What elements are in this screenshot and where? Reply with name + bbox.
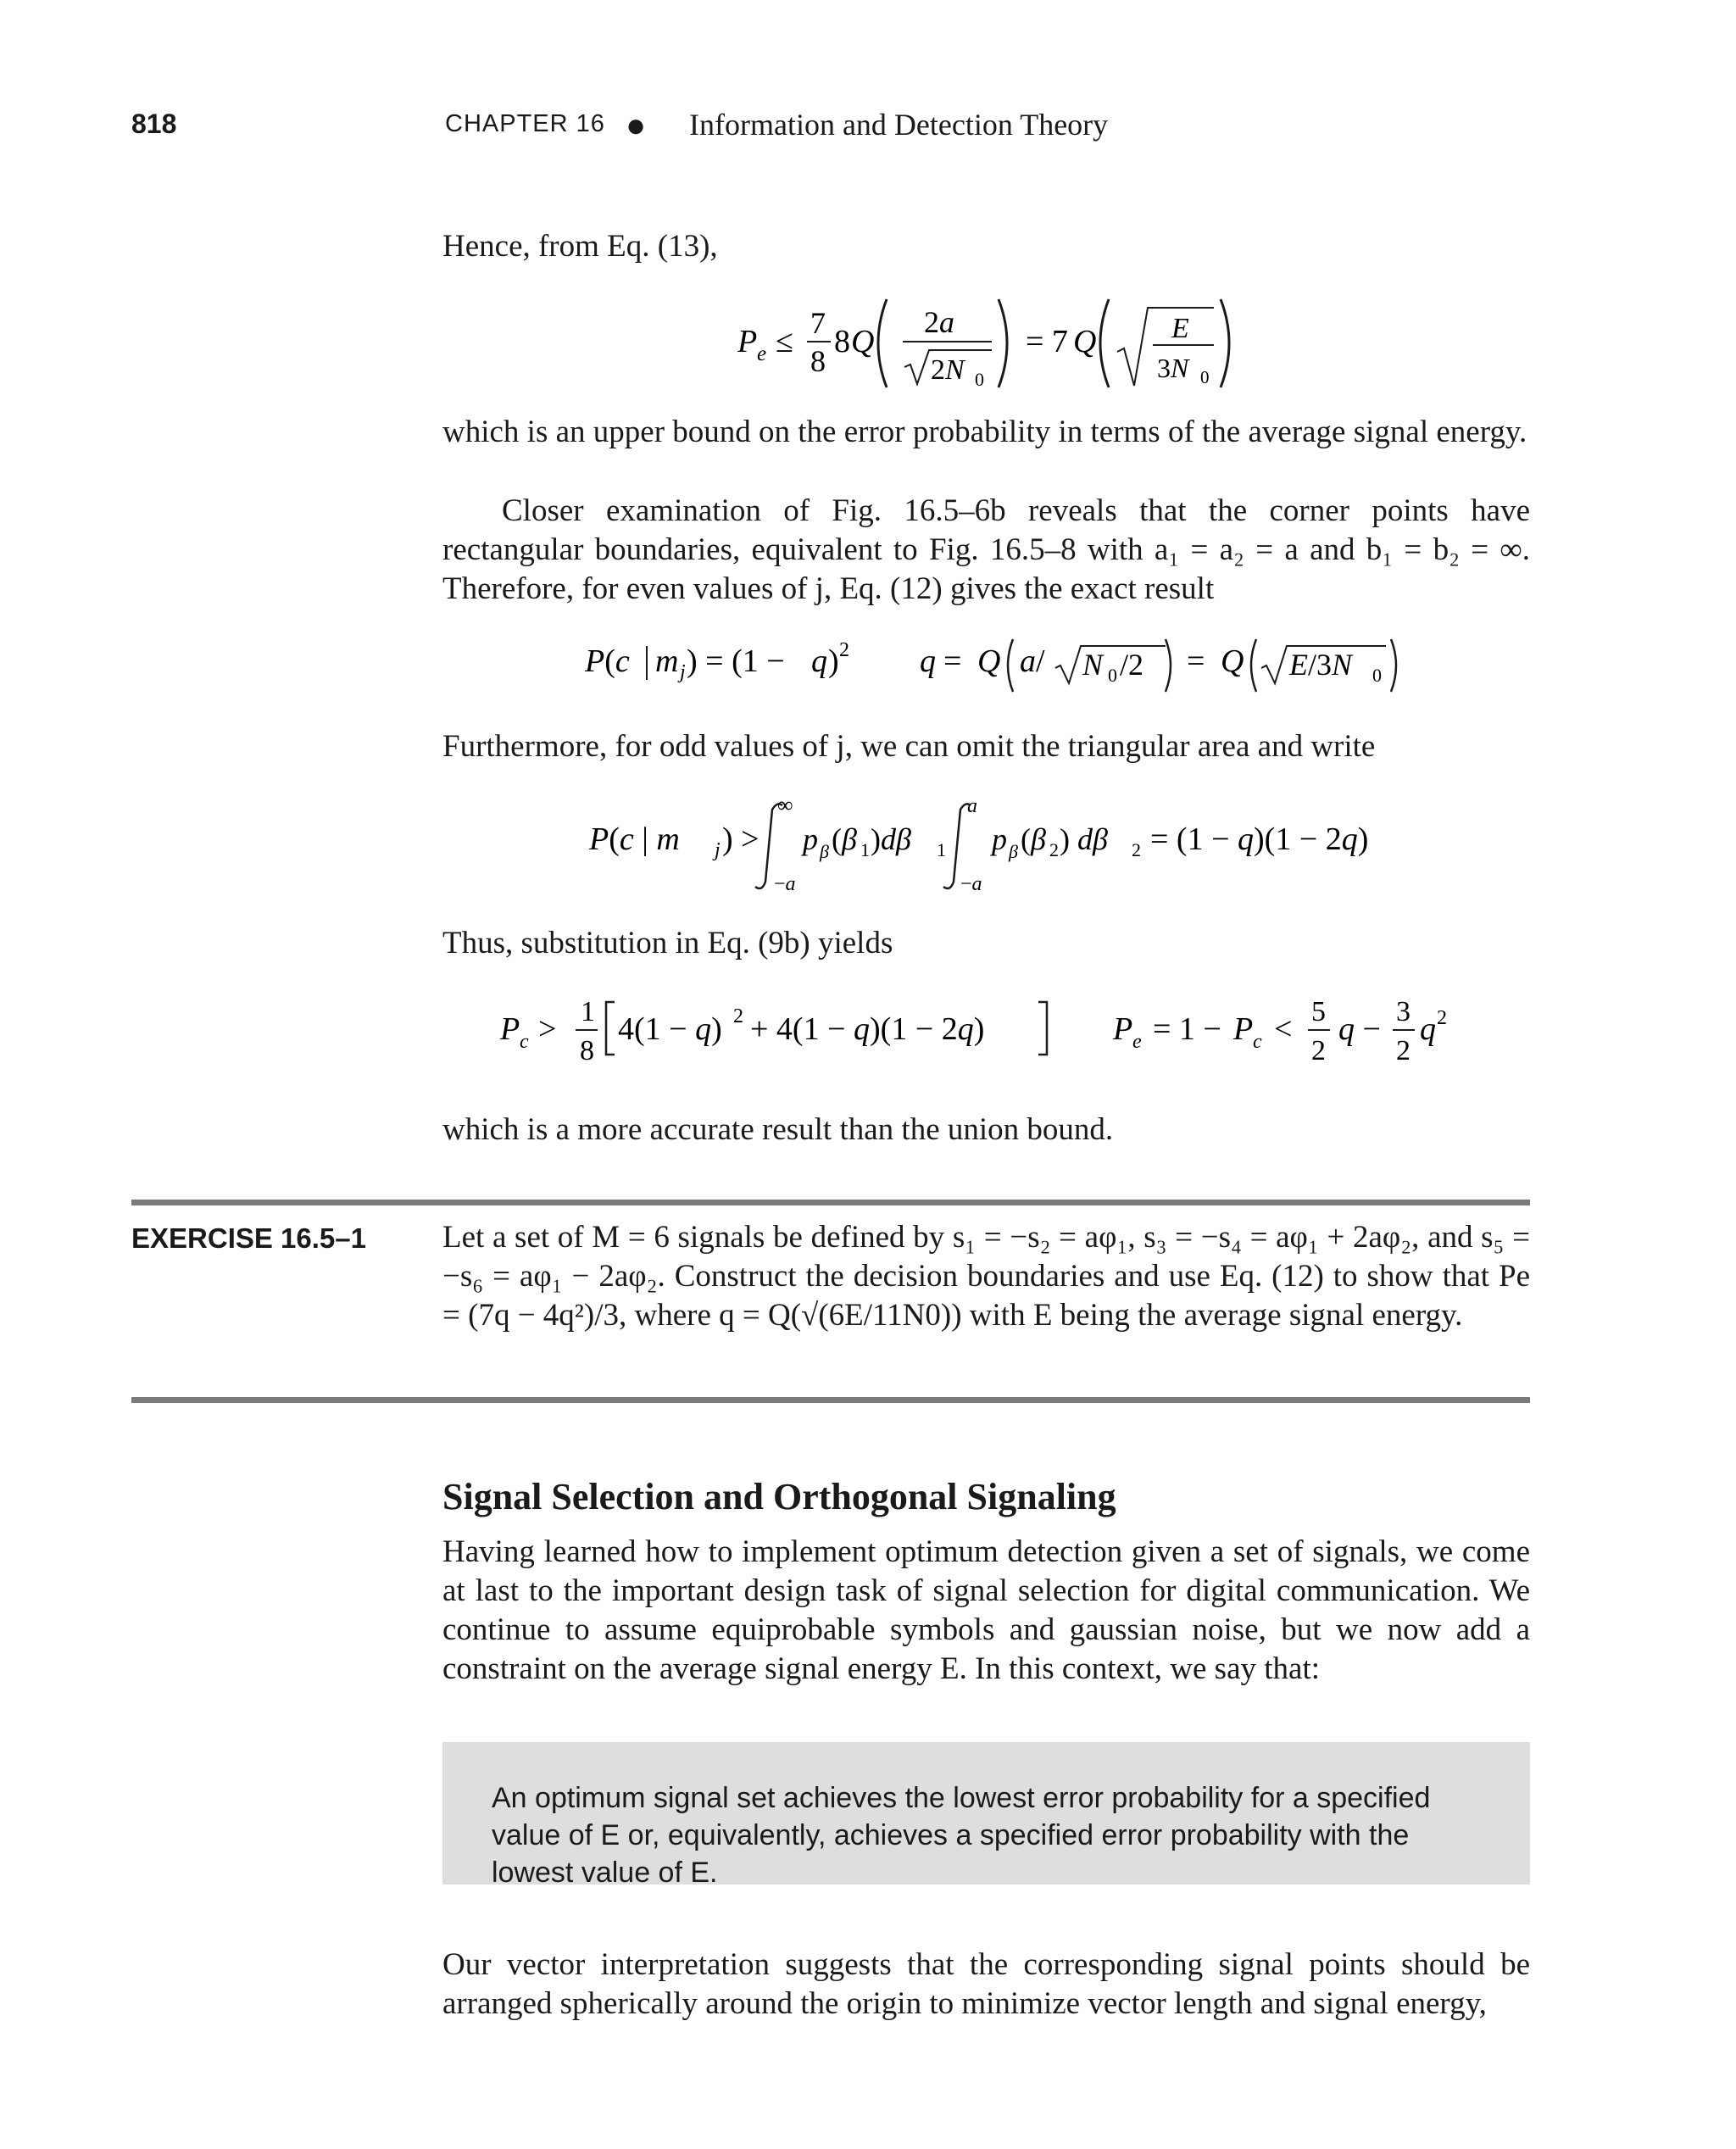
definition-box <box>442 1742 1530 1889</box>
svg-text:q −: q − <box>1338 1011 1381 1047</box>
svg-text:(β: (β <box>1021 822 1046 856</box>
svg-text:8: 8 <box>834 324 850 359</box>
svg-text:j: j <box>715 839 721 861</box>
svg-text:3N: 3N <box>1157 353 1189 383</box>
svg-text:P(c | m: P(c | m <box>589 821 680 857</box>
closing-paragraph: Our vector interpretation suggests that the corresponding signal points should be arranged spherically around the origin to minimize vector length and signal energy, <box>442 1947 1530 2021</box>
svg-text:e: e <box>757 342 767 365</box>
section-intro: Having learned how to implement optimum detection given a set of signals, we come at last to the important design task of signal selection for digital communication. We continue to assume equiprobable symbols and gaussian noise, but we now add a constraint on the average signal energy E. In this context, we say that: <box>442 1534 1530 1686</box>
svg-text:a/: a/ <box>1020 643 1045 679</box>
svg-text:P: P <box>737 324 758 359</box>
svg-text:4(1 − q): 4(1 − q) <box>618 1011 722 1047</box>
svg-text:P: P <box>500 1011 520 1047</box>
svg-text:Q: Q <box>851 324 875 359</box>
equation-integral-bound <box>581 788 1411 899</box>
exercise-bottom-rule <box>131 1397 1530 1403</box>
svg-text:m: m <box>655 643 679 679</box>
svg-text:8: 8 <box>580 1035 594 1066</box>
svg-text:E: E <box>1171 313 1189 344</box>
paragraph-hence: Hence, from Eq. (13), <box>442 229 718 264</box>
svg-text:) = (1 −: ) = (1 − <box>687 643 785 679</box>
svg-text:=: = <box>943 643 962 679</box>
svg-text:>: > <box>538 1011 557 1047</box>
svg-text:a: a <box>967 795 977 817</box>
svg-text:5: 5 <box>1311 996 1326 1027</box>
svg-text:Q: Q <box>1221 643 1244 679</box>
svg-text:≤: ≤ <box>776 324 793 359</box>
svg-text:+ 4(1 − q)(1 − 2q): + 4(1 − q)(1 − 2q) <box>750 1011 985 1047</box>
paragraph-closer-examination: Closer examination of Fig. 16.5–6b reveals that the corner points have rectangular boundaries, equivalent to Fig. 16.5–8 with a₁ = a₂ = a and b₁ = b₂ = ∞. Therefore, for even values of j, Eq. (12) gives the exact result <box>442 493 1530 606</box>
paragraph-more-accurate: which is a more accurate result than the union bound. <box>442 1112 1114 1147</box>
svg-text:2: 2 <box>1396 1035 1410 1066</box>
svg-text:p: p <box>803 822 818 856</box>
svg-text:2: 2 <box>1049 839 1059 860</box>
svg-text:q: q <box>811 643 827 679</box>
svg-text:q: q <box>920 643 936 679</box>
svg-text:P: P <box>1113 1011 1133 1047</box>
svg-text:P: P <box>1233 1011 1254 1047</box>
svg-text:0: 0 <box>975 369 984 390</box>
section-heading: Signal Selection and Orthogonal Signaling <box>442 1476 1116 1517</box>
svg-text:2: 2 <box>1311 1035 1326 1066</box>
svg-text:e: e <box>1132 1031 1142 1053</box>
exercise-top-rule <box>131 1200 1530 1205</box>
svg-text:1: 1 <box>937 839 946 860</box>
svg-text:∞: ∞ <box>777 793 793 817</box>
svg-text:β: β <box>1009 841 1018 862</box>
svg-text:E/3N: E/3N <box>1289 648 1353 682</box>
svg-text:= 1 −: = 1 − <box>1153 1011 1221 1047</box>
header-bullet: ● <box>626 106 647 144</box>
exercise-text: Let a set of M = 6 signals be defined by s₁ = −s₂ = aφ₁, s₃ = −s₄ = aφ₁ + 2aφ₂, and s₅ = −s₆ = aφ₁ − 2aφ₂. Construct the decision boundaries and use Eq. (12) to show that Pe = (7q − 4q²)/3, where q = Q(√(6E/11N0)) with E being the average signal energy. <box>442 1220 1530 1333</box>
exercise-label: EXERCISE 16.5–1 <box>131 1222 366 1254</box>
svg-text:(β: (β <box>832 822 857 856</box>
svg-text:c: c <box>520 1031 529 1053</box>
svg-text:2: 2 <box>1132 839 1141 860</box>
svg-text:1: 1 <box>860 839 870 860</box>
svg-text:−a: −a <box>774 873 796 895</box>
svg-text:/2: /2 <box>1120 648 1144 682</box>
svg-text:Q: Q <box>1073 324 1097 359</box>
svg-text:j: j <box>680 661 686 683</box>
paragraph-upper-bound: which is an upper bound on the error probability in terms of the average signal energy. <box>442 415 1527 449</box>
svg-text:0: 0 <box>1372 665 1382 686</box>
svg-text:N: N <box>1082 648 1104 682</box>
svg-text:3: 3 <box>1396 996 1410 1027</box>
svg-text:=: = <box>1187 643 1205 679</box>
paragraph-substitution: Thus, substitution in Eq. (9b) yields <box>442 926 893 960</box>
svg-text:) dβ: ) dβ <box>1060 822 1108 856</box>
svg-text:−a: −a <box>960 873 982 895</box>
svg-text:1: 1 <box>581 996 595 1027</box>
svg-text:0: 0 <box>1200 367 1210 387</box>
svg-text:<: < <box>1274 1011 1293 1047</box>
svg-text:7: 7 <box>810 306 826 340</box>
chapter-title: Information and Detection Theory <box>689 108 1109 142</box>
svg-text:) >: ) > <box>722 821 760 857</box>
page-number: 818 <box>131 109 177 139</box>
svg-text:c: c <box>1253 1031 1262 1053</box>
paragraph-furthermore: Furthermore, for odd values of j, we can omit the triangular area and write <box>442 729 1376 764</box>
svg-text:2: 2 <box>1437 1007 1447 1029</box>
svg-text:= (1 − q)(1 − 2q): = (1 − q)(1 − 2q) <box>1150 821 1369 857</box>
equation-exact-result <box>581 627 1411 695</box>
equation-pc-pe <box>496 983 1513 1077</box>
svg-text:2: 2 <box>733 1005 743 1027</box>
svg-text:2N: 2N <box>931 354 965 386</box>
equation-upper-bound <box>729 284 1255 394</box>
svg-text:Q: Q <box>977 643 1001 679</box>
page-header <box>131 106 1530 153</box>
svg-text:= 7: = 7 <box>1026 324 1068 359</box>
svg-text:p: p <box>992 822 1007 856</box>
svg-text:): ) <box>828 643 839 679</box>
svg-text:β: β <box>820 841 829 862</box>
svg-text:2a: 2a <box>924 305 954 339</box>
svg-text:2: 2 <box>839 639 849 661</box>
chapter-label: CHAPTER 16 <box>445 110 605 137</box>
svg-text:P(c: P(c <box>585 643 630 679</box>
svg-text:0: 0 <box>1108 665 1117 686</box>
svg-text:8: 8 <box>810 344 826 378</box>
definition-text: An optimum signal set achieves the lowest error probability for a specified value of E or, equivalently, achieves a specified error probability with the lowest value of E. <box>492 1782 1431 1889</box>
svg-text:q: q <box>1420 1011 1436 1047</box>
svg-text:)dβ: )dβ <box>871 822 911 856</box>
